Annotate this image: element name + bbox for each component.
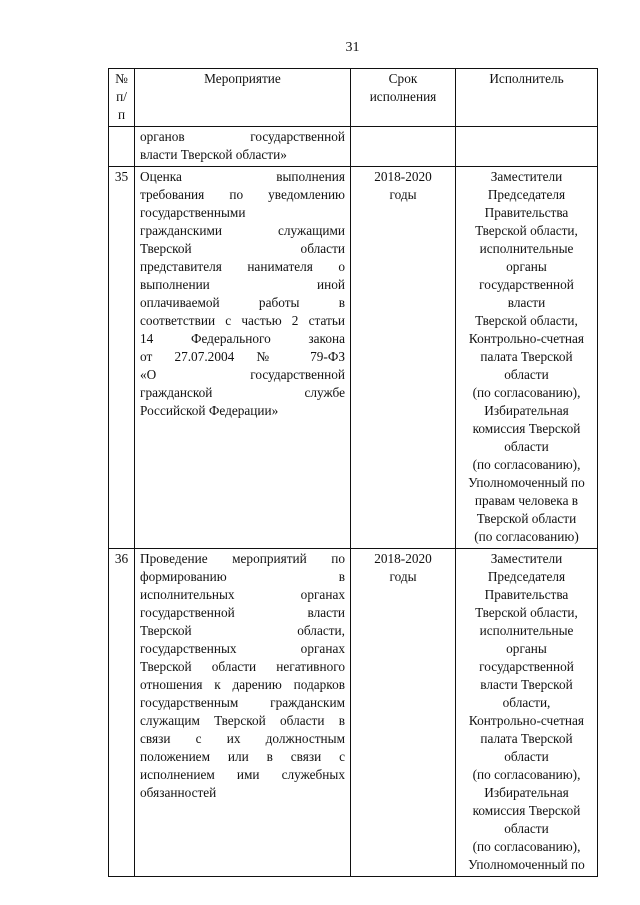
cell-num xyxy=(109,127,135,167)
executor-line: (по согласованию), xyxy=(472,839,581,854)
header-term-line: Срок xyxy=(388,71,418,86)
event-line: выполнении иной xyxy=(140,277,345,292)
cell-executor xyxy=(456,549,598,877)
header-executor-label: Исполнитель xyxy=(489,71,564,86)
term-line: годы xyxy=(389,569,417,584)
event-line: формированию в xyxy=(140,569,345,584)
header-num-line: п/п xyxy=(116,89,127,122)
header-event xyxy=(135,69,351,127)
header-num-line: № xyxy=(115,71,128,86)
executor-line: палата Тверской xyxy=(480,731,573,746)
executor-line: Контрольно-счетная xyxy=(468,713,585,728)
executor-line: (по согласованию), xyxy=(472,457,581,472)
term-line: 2018-2020 xyxy=(374,169,432,184)
executor-line: Избирательная xyxy=(484,785,569,800)
executor-line: Избирательная xyxy=(484,403,569,418)
executor-line: области xyxy=(504,749,549,764)
table-header-row xyxy=(109,69,598,127)
executor-line: области xyxy=(504,821,549,836)
table-row xyxy=(109,549,598,877)
executor-line: Председателя xyxy=(487,187,566,202)
event-line: отношения к дарению подарков xyxy=(140,677,345,692)
executor-line: Тверской области xyxy=(476,511,577,526)
header-num xyxy=(109,69,135,127)
executor-line: Тверской области, xyxy=(475,313,578,328)
event-line: служащим Тверской области в xyxy=(140,713,345,728)
event-line: оплачиваемой работы в xyxy=(140,295,345,310)
executor-line: Председателя xyxy=(487,569,566,584)
executor-line: (по согласованию), xyxy=(472,385,581,400)
executor-line: исполнительные xyxy=(479,241,574,256)
cell-event xyxy=(135,127,351,167)
event-line: представителя нанимателя о xyxy=(140,259,345,274)
executor-line: области xyxy=(504,439,549,454)
event-line: государственным гражданским xyxy=(140,695,345,710)
cell-term xyxy=(351,127,456,167)
cell-executor xyxy=(456,167,598,549)
executor-line: Тверской области, xyxy=(475,605,578,620)
page-number: 31 xyxy=(345,40,360,55)
executor-line: Правительства xyxy=(484,587,569,602)
executor-line: власти xyxy=(507,295,546,310)
event-line: 14 Федерального закона xyxy=(140,331,345,346)
event-line: исполнением ими служебных xyxy=(140,767,345,782)
executor-line: правам человека в xyxy=(474,493,579,508)
event-line: соответствии с частью 2 статьи xyxy=(140,313,345,328)
executor-line: Тверской области, xyxy=(475,223,578,238)
table-row-continuation xyxy=(109,127,598,167)
cell-executor xyxy=(456,127,598,167)
event-line: Проведение мероприятий по xyxy=(140,551,345,566)
header-term xyxy=(351,69,456,127)
executor-line: области xyxy=(504,367,549,382)
event-line: Тверской области негативного xyxy=(140,659,345,674)
executor-line: комиссия Тверской xyxy=(472,421,581,436)
executor-line: области, xyxy=(502,695,551,710)
executor-line: власти Тверской xyxy=(480,677,573,692)
header-term-line: исполнения xyxy=(369,89,437,104)
executor-line: Уполномоченный по xyxy=(468,475,585,490)
event-line: исполнительных органах xyxy=(140,587,345,602)
cell-event xyxy=(135,549,351,877)
event-line: органов государственной xyxy=(140,129,345,144)
executor-line: органы xyxy=(506,641,547,656)
cell-num: 36 xyxy=(109,549,135,877)
event-line: требования по уведомлению xyxy=(140,187,345,202)
executor-line: палата Тверской xyxy=(480,349,573,364)
executor-line: Заместители xyxy=(490,551,563,566)
cell-term xyxy=(351,549,456,877)
table-row xyxy=(109,167,598,549)
executor-line: (по согласованию) xyxy=(474,529,579,544)
term-line: годы xyxy=(389,187,417,202)
event-line: власти Тверской области» xyxy=(140,147,287,162)
event-line: связи с их должностным xyxy=(140,731,345,746)
event-line: гражданской службе xyxy=(140,385,345,400)
cell-num: 35 xyxy=(109,167,135,549)
executor-line: комиссия Тверской xyxy=(472,803,581,818)
event-line: гражданскими служащими xyxy=(140,223,345,238)
executor-line: (по согласованию), xyxy=(472,767,581,782)
measures-table xyxy=(108,68,598,877)
header-executor xyxy=(456,69,598,127)
event-line: государственной власти xyxy=(140,605,345,620)
event-line: Тверской области xyxy=(140,241,345,256)
event-line: Оценка выполнения xyxy=(140,169,345,184)
event-line: от 27.07.2004 № 79-ФЗ xyxy=(140,349,345,364)
cell-event xyxy=(135,167,351,549)
event-line: государственными xyxy=(140,205,246,220)
executor-line: Контрольно-счетная xyxy=(468,331,585,346)
event-line: Тверской области, xyxy=(140,623,345,638)
cell-term xyxy=(351,167,456,549)
event-line: «О государственной xyxy=(140,367,345,382)
event-line: обязанностей xyxy=(140,785,217,800)
executor-line: Правительства xyxy=(484,205,569,220)
executor-line: исполнительные xyxy=(479,623,574,638)
executor-line: органы xyxy=(506,259,547,274)
event-line: положением или в связи с xyxy=(140,749,345,764)
header-event-label: Мероприятие xyxy=(204,71,281,86)
executor-line: Уполномоченный по xyxy=(468,857,585,872)
term-line: 2018-2020 xyxy=(374,551,432,566)
executor-line: Заместители xyxy=(490,169,563,184)
executor-line: государственной xyxy=(479,277,574,292)
event-line: государственных органах xyxy=(140,641,345,656)
event-line: Российской Федерации» xyxy=(140,403,279,418)
executor-line: государственной xyxy=(479,659,574,674)
